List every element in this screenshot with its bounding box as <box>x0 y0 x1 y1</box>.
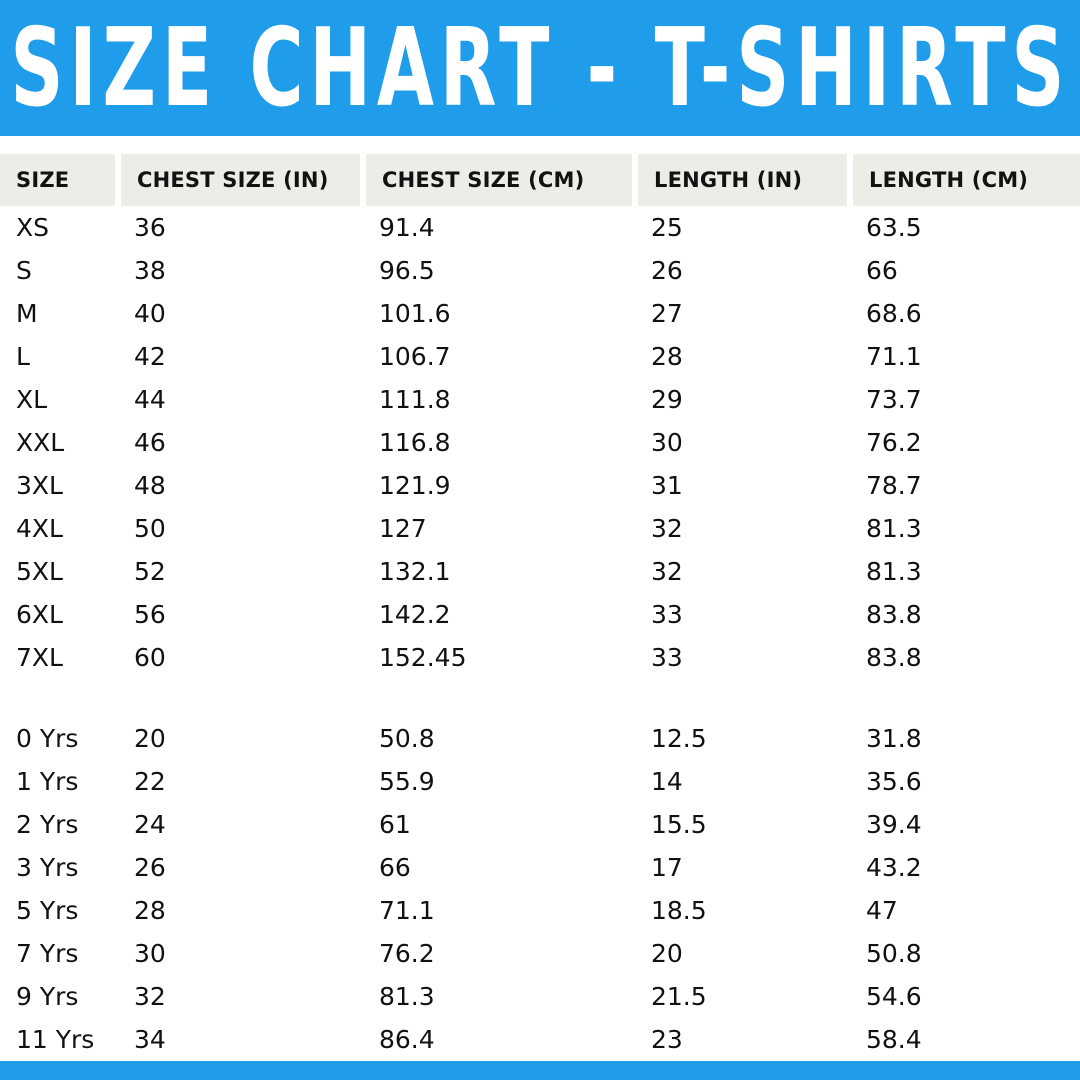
cell-length-cm: 54.6 <box>866 981 922 1011</box>
cell-chest-in: 32 <box>134 981 166 1011</box>
cell-length-cm: 50.8 <box>866 938 922 968</box>
size-table-container <box>0 136 1080 1061</box>
table-row <box>0 760 1080 803</box>
cell-length-cm: 47 <box>866 895 898 925</box>
cell-length-in: 29 <box>651 384 683 414</box>
cell-size: 7XL <box>16 642 63 672</box>
cell-length-in: 20 <box>651 938 683 968</box>
cell-chest-cm: 132.1 <box>379 556 451 586</box>
cell-size: 4XL <box>16 513 63 543</box>
cell-size: 1 Yrs <box>16 766 79 796</box>
cell-size: 3 Yrs <box>16 852 79 882</box>
table-row <box>0 889 1080 932</box>
table-row <box>0 932 1080 975</box>
cell-length-in: 32 <box>651 556 683 586</box>
cell-chest-in: 22 <box>134 766 166 796</box>
cell-chest-cm: 66 <box>379 852 411 882</box>
cell-chest-cm: 76.2 <box>379 938 435 968</box>
cell-length-cm: 76.2 <box>866 427 922 457</box>
cell-chest-in: 46 <box>134 427 166 457</box>
cell-length-in: 23 <box>651 1024 683 1054</box>
cell-chest-cm: 101.6 <box>379 298 451 328</box>
cell-chest-in: 44 <box>134 384 166 414</box>
cell-chest-cm: 142.2 <box>379 599 451 629</box>
cell-chest-cm: 71.1 <box>379 895 435 925</box>
cell-size: 5 Yrs <box>16 895 79 925</box>
cell-chest-in: 24 <box>134 809 166 839</box>
cell-size: 3XL <box>16 470 63 500</box>
cell-length-cm: 81.3 <box>866 556 922 586</box>
cell-size: 2 Yrs <box>16 809 79 839</box>
cell-length-cm: 78.7 <box>866 470 922 500</box>
cell-length-in: 28 <box>651 341 683 371</box>
cell-chest-in: 40 <box>134 298 166 328</box>
table-row <box>0 378 1080 421</box>
table-row <box>0 593 1080 636</box>
cell-size: 6XL <box>16 599 63 629</box>
cell-length-in: 33 <box>651 599 683 629</box>
cell-size: XS <box>16 212 49 242</box>
cell-chest-in: 56 <box>134 599 166 629</box>
cell-length-cm: 39.4 <box>866 809 922 839</box>
cell-chest-cm: 81.3 <box>379 981 435 1011</box>
column-header-length-in: LENGTH (IN) <box>635 154 850 206</box>
cell-length-in: 25 <box>651 212 683 242</box>
cell-length-cm: 83.8 <box>866 642 922 672</box>
cell-chest-in: 60 <box>134 642 166 672</box>
table-row <box>0 249 1080 292</box>
cell-length-cm: 83.8 <box>866 599 922 629</box>
column-header-chest-in: CHEST SIZE (IN) <box>118 154 363 206</box>
cell-chest-in: 26 <box>134 852 166 882</box>
cell-chest-in: 34 <box>134 1024 166 1054</box>
table-header <box>0 154 1080 206</box>
table-row <box>0 1018 1080 1061</box>
cell-chest-cm: 55.9 <box>379 766 435 796</box>
cell-chest-in: 48 <box>134 470 166 500</box>
cell-length-in: 14 <box>651 766 683 796</box>
column-header-length-cm: LENGTH (CM) <box>850 154 1080 206</box>
page-footer-bar <box>0 1061 1080 1080</box>
table-row <box>0 846 1080 889</box>
cell-length-cm: 68.6 <box>866 298 922 328</box>
cell-length-in: 21.5 <box>651 981 707 1011</box>
table-header-row <box>0 154 1080 206</box>
cell-chest-in: 20 <box>134 723 166 753</box>
cell-chest-cm: 50.8 <box>379 723 435 753</box>
cell-length-in: 27 <box>651 298 683 328</box>
cell-chest-in: 42 <box>134 341 166 371</box>
table-row <box>0 636 1080 679</box>
cell-chest-in: 50 <box>134 513 166 543</box>
table-row <box>0 206 1080 249</box>
cell-length-in: 12.5 <box>651 723 707 753</box>
table-row <box>0 507 1080 550</box>
cell-chest-in: 38 <box>134 255 166 285</box>
cell-length-in: 33 <box>651 642 683 672</box>
table-row <box>0 464 1080 507</box>
cell-length-in: 15.5 <box>651 809 707 839</box>
cell-size: M <box>16 298 38 328</box>
page-header <box>0 0 1080 136</box>
table-row <box>0 975 1080 1018</box>
table-row <box>0 292 1080 335</box>
cell-chest-cm: 96.5 <box>379 255 435 285</box>
cell-length-cm: 73.7 <box>866 384 922 414</box>
cell-length-cm: 31.8 <box>866 723 922 753</box>
cell-length-in: 31 <box>651 470 683 500</box>
cell-size: XXL <box>16 427 65 457</box>
cell-length-in: 32 <box>651 513 683 543</box>
cell-length-cm: 71.1 <box>866 341 922 371</box>
cell-chest-in: 52 <box>134 556 166 586</box>
section-divider-row <box>0 679 1080 717</box>
table-row <box>0 717 1080 760</box>
cell-size: S <box>16 255 32 285</box>
cell-chest-cm: 127 <box>379 513 427 543</box>
cell-chest-cm: 111.8 <box>379 384 451 414</box>
column-header-size: SIZE <box>0 154 118 206</box>
page-title: SIZE CHART - T-SHIRTS <box>10 3 1070 131</box>
cell-size: 9 Yrs <box>16 981 79 1011</box>
cell-size: 7 Yrs <box>16 938 79 968</box>
cell-length-in: 18.5 <box>651 895 707 925</box>
cell-length-in: 26 <box>651 255 683 285</box>
cell-chest-cm: 121.9 <box>379 470 451 500</box>
cell-length-cm: 58.4 <box>866 1024 922 1054</box>
table-row <box>0 803 1080 846</box>
table-row <box>0 335 1080 378</box>
table-row <box>0 550 1080 593</box>
cell-size: 11 Yrs <box>16 1024 95 1054</box>
cell-chest-cm: 61 <box>379 809 411 839</box>
cell-length-cm: 43.2 <box>866 852 922 882</box>
cell-size: 0 Yrs <box>16 723 79 753</box>
cell-length-cm: 35.6 <box>866 766 922 796</box>
cell-length-cm: 66 <box>866 255 898 285</box>
cell-chest-in: 28 <box>134 895 166 925</box>
table-row <box>0 421 1080 464</box>
cell-length-cm: 63.5 <box>866 212 922 242</box>
cell-size: 5XL <box>16 556 63 586</box>
cell-size: XL <box>16 384 48 414</box>
cell-chest-cm: 152.45 <box>379 642 467 672</box>
size-table <box>0 154 1080 1061</box>
column-header-chest-cm: CHEST SIZE (CM) <box>363 154 635 206</box>
cell-length-in: 17 <box>651 852 683 882</box>
table-body <box>0 206 1080 1061</box>
cell-chest-in: 36 <box>134 212 166 242</box>
cell-chest-in: 30 <box>134 938 166 968</box>
cell-size: L <box>16 341 30 371</box>
cell-chest-cm: 91.4 <box>379 212 435 242</box>
cell-chest-cm: 116.8 <box>379 427 451 457</box>
cell-length-in: 30 <box>651 427 683 457</box>
cell-chest-cm: 86.4 <box>379 1024 435 1054</box>
cell-chest-cm: 106.7 <box>379 341 451 371</box>
cell-length-cm: 81.3 <box>866 513 922 543</box>
